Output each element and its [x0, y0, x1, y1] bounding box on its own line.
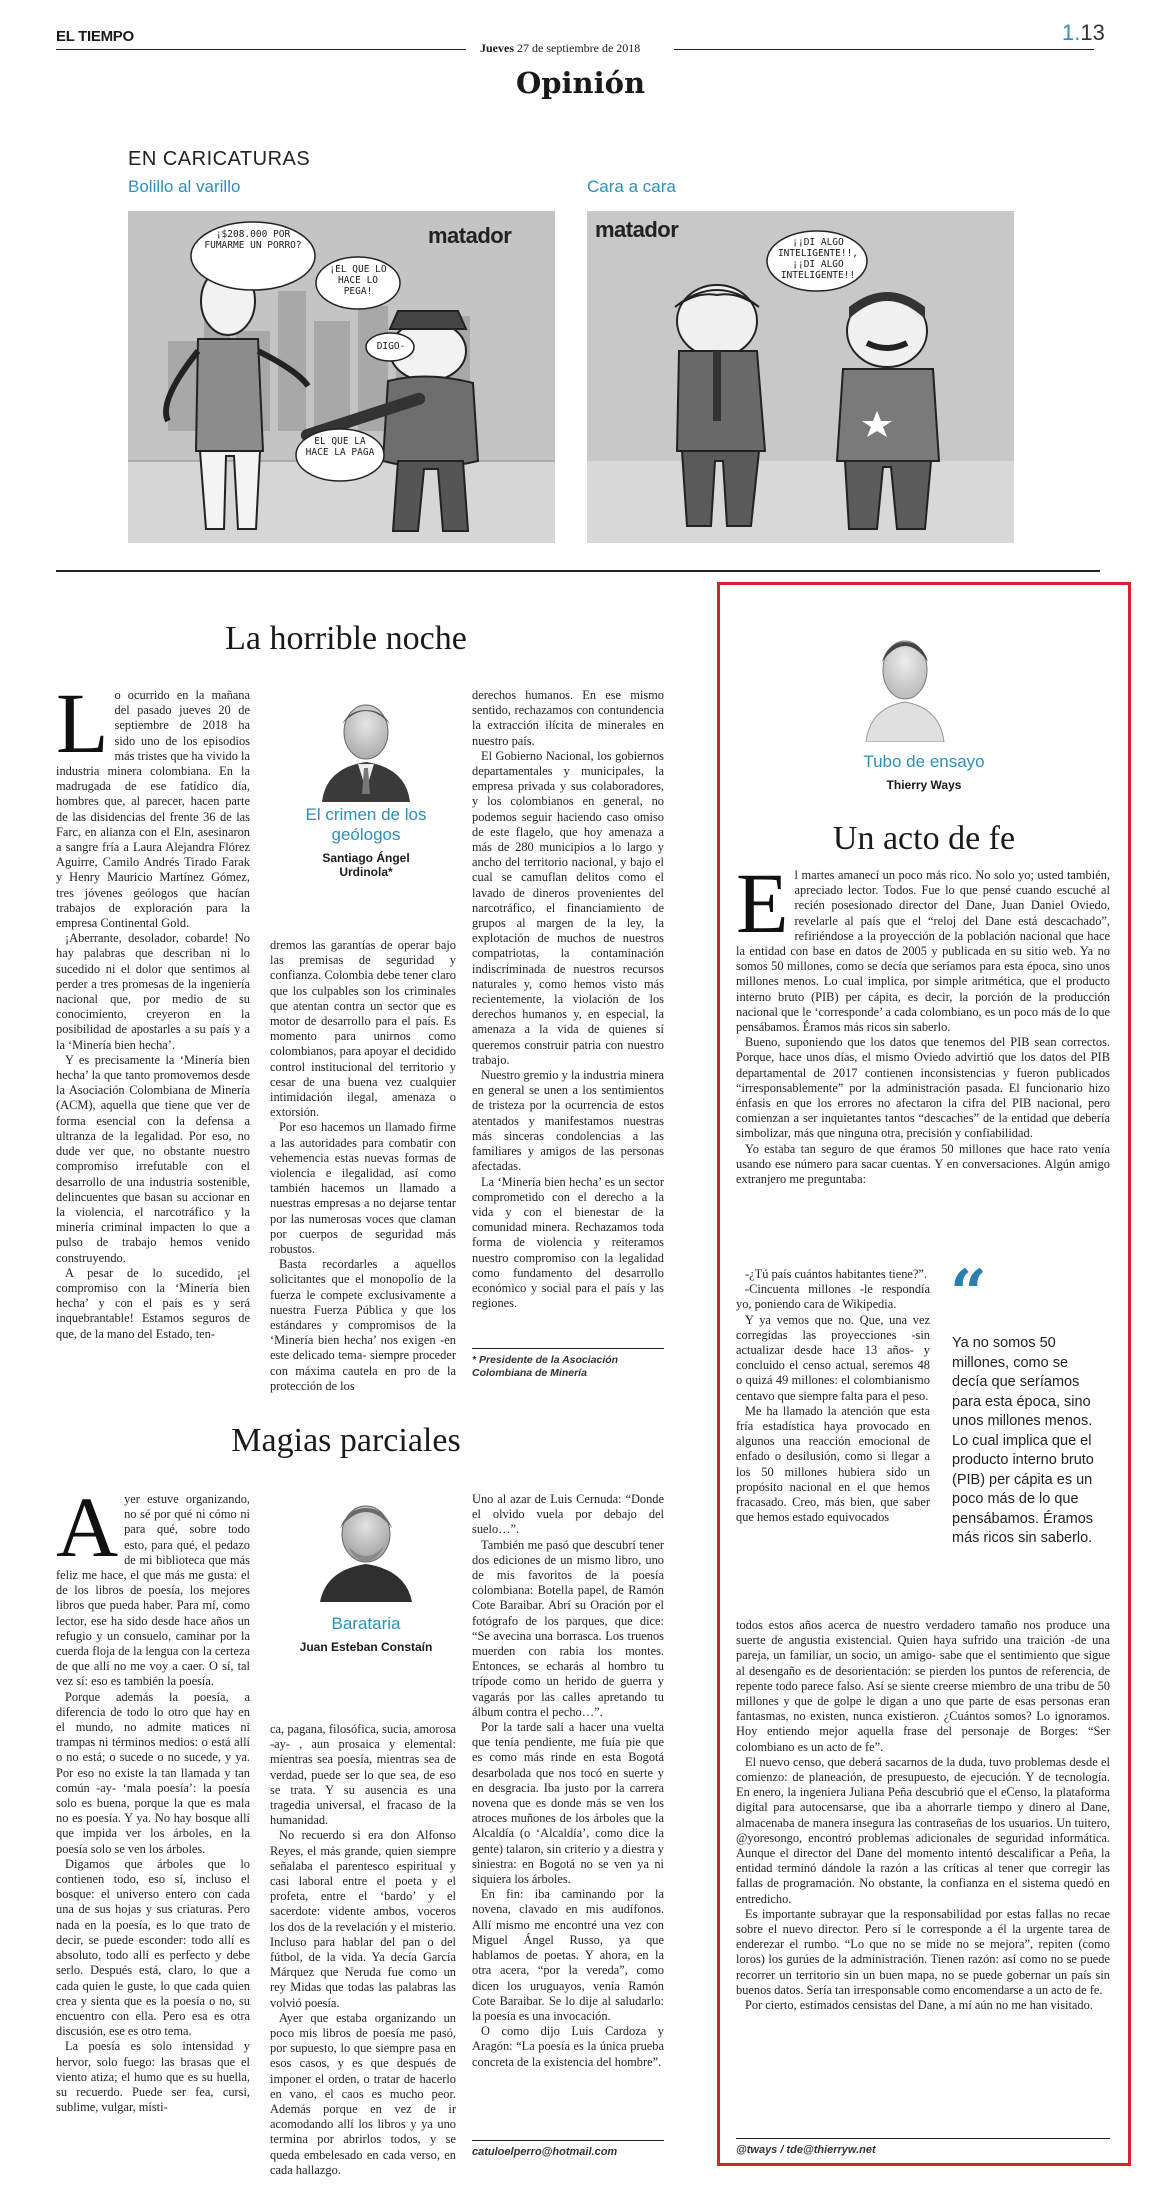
- article3-p9: El nuevo censo, que deberá sacarnos de la duda, tuvo problemas desde el comienzo: de planeación, de presupuesto, de ejecución. Y de tecnología. En enero, la ingeniera Juliana Peña descubrió que el eCenso, la plataforma digital para autocensarse, que iba a ahorrarle tiempo y dinero al Dane, almacenaba de manera insegura las contraseñas de los usuarios. Un tuitero, @yoresongo, encontró problemas adicionales de seguridad informática. Aunque el director del Dane del momento intentó descalificar a Peña, la entidad terminó dándole la razón a las críticas al tener que corregir las fallas de programación. No obstante, la confianza en el sistema quedó en entredicho.: [736, 1754, 1110, 1906]
- article2-p8: Uno al azar de Luis Cernuda: “Donde el olvido vuela por debajo del suelo…”.: [472, 1492, 664, 1537]
- cartoon-right-title: Cara a cara: [587, 177, 676, 196]
- article2-p2: Porque además la poesía, a diferencia de todo lo otro que hay en el mundo, no admite matices ni trampas ni términos medios: o está allí o no está; o sucede o no sucede, y ya. Por eso no existe la tan llamada y tan común -ay- ‘mala poesía’: la poesía solo es buena, porque la que es mala no es poesía. Y ya. No hay bosque allí que impida ver los árboles, en la poesía solo se ven los árboles.: [56, 1689, 250, 1856]
- author-photo-angel: [312, 690, 420, 802]
- article3-title: Un acto de fe: [832, 820, 1016, 857]
- article3-p8: todos estos años acerca de nuestro verdadero tamaño nos produce una suerte de angustia existencial. Quien haya sufrido una traición -de una pareja, un familiar, un socio, un amigo- sabe que el sentimiento que sigue al desengaño es de desorientación: se pierden los puntos de referencia, de repente todo parece falso. Así se siente creerse miembro de una tribu de 50 millones y que de golpe le digan a uno que parte de esas personas eran fantasmas, no existen, nunca existieron. ¿Cuántos somos? Lo ignoramos. Hoy entiendo mejor aquella frase del personaje de Borges: “Ser colombiano es un acto de fe”.: [736, 1618, 1110, 1754]
- page-number-prefix: 1.: [1062, 20, 1081, 45]
- cartoon-left-bubble-2: ¡EL QUE LO HACE LO PEGA!: [329, 264, 387, 297]
- cartoon-right-logo: matador: [595, 217, 679, 242]
- article2-p12: O como dijo Luis Cardoza y Aragón: “La poesía es la única prueba concreta de la existencia del hombre”.: [472, 2024, 664, 2069]
- article3-p6: Y ya vemos que no. Que, una vez corregidas las proyecciones -sin actualizar desde hace 13 años- y concluido el censo actual, seremos 48 o quizá 49 millones: el colombianismo centavo que siempre falta para el peso.: [736, 1312, 930, 1403]
- article1-p3: Y es precisamente la ‘Minería bien hecha’ la que tanto promovemos desde la Asociación Colombiana de Minería (ACM), aquella que tiene que ver de forma esencial con la defensa a ultranza de la legalidad. Por eso, no dude ver que, no obstante nuestro compromiso irrefutable con el desarrollo de una industria sostenible, delincuentes que basan su accionar en la violencia, el narcotráfico y la minería criminal impacten lo que a pulso de trabajo hemos venido construyendo.: [56, 1052, 250, 1265]
- cartoon-left-title: Bolillo al varillo: [128, 177, 241, 196]
- article3-signature: @tways / tde@thierryw.net: [736, 2144, 876, 2156]
- cartoon-left-panel: [128, 211, 555, 543]
- article1-p7: Basta recordarles a aquellos solicitantes que el monopolio de la fuerza le compete exclusivamente a nuestra Fuerza Pública y que los estándares y compromisos de la ‘Minería bien hecha’ nos exigen -en este delicado tema- siempre proceder con máxima cautela en pro de la protección de los: [270, 1257, 456, 1393]
- article3-p5: -Cincuenta millones -le respondía yo, poniendo cara de Wikipedia.: [736, 1282, 930, 1312]
- cartoon-right-panel: [587, 211, 1014, 543]
- article1-title: La horrible noche: [225, 620, 467, 657]
- cartoon-left-bubble-1: ¡$208.000 POR FUMARME UN PORRO?: [204, 229, 302, 251]
- article1-p8: derechos humanos. En ese mismo sentido, rechazamos con contundencia la extracción ilícita de minerales en nuestro país.: [472, 688, 664, 748]
- article2-dropcap: A: [56, 1479, 119, 1575]
- article2-p5: ca, pagana, filosófica, sucia, amorosa -ay- , aun prosaica y elemental: mientras sea poesía, mientras sea de verdad, puede ser lo que sea, de eso se trata. Y su ausencia es una tragedia universal, el fracaso de la humanidad.: [270, 1722, 456, 1828]
- article3-p1: l martes amanecí un poco más rico. No solo yo; usted también, apreciado lector. Todos. Fue lo que pensé cuando escuché al recién posesionado director del Dane, Juan Daniel Oviedo, revelarle al país que el “reloj del Dane está descachado”, refiriéndose a la proyección de la población nacional que hace la entidad con base en datos de 2005 y publicada en su sitio web. Ya no somos 50 millones, como se decía que seríamos para esta época, sino unos millones menos. Lo cual implica, por simple aritmética, que el producto interno bruto (PIB) per cápita, es decir, la porción de la producción nacional que le ‘corresponde’ a cada colombiano, es un poco más de lo que pensábamos. Éramos más ricos sin saberlo.: [736, 868, 1110, 1035]
- page-number-suffix: 13: [1080, 20, 1105, 45]
- article2-p10: Por la tarde salí a hacer una vuelta que tenía pendiente, me fuía pie que es como más rinde en esta Bogotá desarbolada que nos tocó en suerte y en desgracia. Iba justo por la carrera novena que es donde más se ven los atroces muñones de los árboles que la Alcaldía (o ‘Alcaldía’, como dice la gente) talaron, sin criterio y a diestra y siniestra: en Bogotá no se ven ya ni siquiera los árboles.: [472, 1720, 664, 1887]
- pullquote-quote-icon: “: [950, 1256, 987, 1331]
- article3-p3: Yo estaba tan seguro de que éramos 50 millones que hace rato venía usando ese número para sacar cuentas. Y en conversaciones. Algún amigo extranjero me preguntaba:: [736, 1141, 1110, 1187]
- page-number: [1062, 20, 1105, 46]
- masthead-rule-left: [56, 49, 466, 50]
- cartoon-right-bubble-1: ¡¡DI ALGO INTELIGENTE!!, ¡¡DI ALGO INTELIGENTE!!: [777, 237, 859, 281]
- article3-p4: -¿Tú país cuántos habitantes tiene?”.: [745, 1267, 927, 1281]
- article2-p7: Ayer que estaba organizando un poco mis libros de poesía me pasó, por supuesto, lo que siempre pasa en esos casos, y es que después de imponer el orden, o tratar de hacerlo en vano, el caos es mucho peor. Además porque en vez de ir acomodando allí los libros y ya uno termina por abrirlos todos, y se queda embelesado en cada verso, en cada hallazgo.: [270, 2010, 456, 2177]
- article1-column-name: El crimen de los geólogos: [305, 805, 427, 844]
- article2-title: Magias parciales: [231, 1422, 461, 1459]
- article2-signature: catuloelperro@hotmail.com: [472, 2146, 618, 2158]
- article1-p6: Por eso hacemos un llamado firme a las autoridades para combatir con vehemencia estas nuevas formas de violencia e ilegalidad, así como también hacemos un llamado a nuestras empresas a no dejarse tentar por las numerosas voces que claman por cuerpos de seguridad más robustos.: [270, 1120, 456, 1257]
- article3-author: Thierry Ways: [886, 778, 962, 792]
- article2-col2: [270, 1722, 456, 2178]
- article3-column-name: Tubo de ensayo: [863, 752, 985, 771]
- cartoon-left-bubble-4: EL QUE LA HACE LA PAGA: [305, 436, 375, 458]
- article2-p1: yer estuve organizando, no sé por qué ni cómo ni para qué, sobre todo esto, para qué, el pedazo de mi biblioteca que más feliz me hace, el que más me gusta: el de los libros de poesía, los mejores libros que pueda haber. Para mí, como lector, ese ha sido desde hace años un refugio y un consuelo, caminar por la cuerda floja de la lengua con la certeza de que allí no me voy a caer. O sí, tal vez sí: eso es también la poesía.: [56, 1492, 250, 1689]
- article3-p7: Me ha llamado la atención que esta fría estadística haya provocado en algunos una reacción emocional de enfado o desilusión, como si llegar a los 50 millones hubiera sido un propósito nacional en el que hemos fracasado. Creo, más bien, que saber que hemos estado equivocados: [736, 1403, 930, 1525]
- article2-author: Juan Esteban Constaín: [299, 1640, 433, 1654]
- article2-column-name: Barataria: [331, 1614, 401, 1633]
- article2-col1: [56, 1479, 250, 2115]
- article3-p11: Por cierto, estimados censistas del Dane, a mí aún no me han visitado.: [745, 1998, 1093, 2013]
- cartoon-left-logo: matador: [428, 223, 512, 248]
- author-photo-constain: [312, 1490, 420, 1602]
- article1-p5: dremos las garantías de operar bajo las premisas de seguridad y confianza. Colombia debe tener claro que los culpables son los criminales que atentan contra un sector que es motor de desarrollo para el país. Es momento para unirnos como colombianos, para apoyar el decidido control institucional del territorio y cesar de una buena vez cualquier intimidación ilegal, amenaza o extorsión.: [270, 938, 456, 1120]
- article2-p6: No recuerdo si era don Alfonso Reyes, el más grande, quien siempre señalaba el parentesco espiritual y casi laboral entre el poeta y el profeta, entre el ‘bardo’ y el sacerdote: vidente ambos, voceros los dos de la revelación y el misterio. Incluso para hablar del pan o del fútbol, de la vida. Ya decía García Márquez que Neruda fue como un rey Midas que todas las palabras las volvió poesía.: [270, 1828, 456, 2010]
- article2-signature-rule: [472, 2140, 664, 2141]
- article2-p3: Digamos que árboles que lo contienen todo, eso sí, incluso el bosque: el universo entero con cada una de sus hojas y sus criaturas. Pero nada en la poesía, es lo que trato de decir, se puede esconder: todo allí es absoluto, todo allí es perfecto y debe serlo. Después está, claro, lo que a cada quien le guste, lo que cada quien crea y sienta que es la poesía o no, su encuentro con ella. Pero esa es otra discusión, ese es otro tema.: [56, 1856, 250, 2039]
- article1-footnote-rule: [472, 1348, 664, 1349]
- brand-logo: EL TIEMPO: [56, 28, 134, 45]
- article1-author: Santiago Ángel Urdinola*: [322, 851, 410, 879]
- article3-narrow: [736, 1267, 930, 1525]
- author-photo-ways: [860, 624, 950, 742]
- section-divider: [56, 570, 1100, 572]
- date-day: Jueves: [480, 41, 514, 55]
- date-line: [480, 41, 640, 56]
- article3-outro: [736, 1618, 1110, 2013]
- article2-p9: También me pasó que descubrí tener dos ediciones de un mismo libro, uno de mis favoritos de la poesía colombiana: Botella papel, de Ramón Cote Baraibar. Abrí su Oración por el fotógrafo de los parques, que dice: “Se avecina una borrasca. Los truenos muerden con rabia los montes. Entonces, se echarás al hombro tu trípode como un herido de guerra y vagarás por las calles apretando tu álbum contra el pecho…”.: [472, 1537, 664, 1719]
- article2-col3: [472, 1492, 664, 2070]
- article1-p4: A pesar de lo sucedido, ¡el compromiso con la ‘Minería bien hecha’ y con el país es y será inquebrantable! Estamos seguros de que, de la mano del Estado, ten-: [56, 1265, 250, 1341]
- cartoon-left-drawing: [128, 211, 555, 543]
- article1-footnote: * Presidente de la Asociación Colombiana de Minería: [472, 1354, 619, 1379]
- cartoon-left-bubble-3: DIGO-: [376, 341, 406, 352]
- date-rest: 27 de septiembre de 2018: [517, 41, 641, 55]
- article3-intro: [736, 855, 1110, 1187]
- cartoons-heading: EN CARICATURAS: [128, 148, 311, 170]
- article1-p11: La ‘Minería bien hecha’ es un sector comprometido con el derecho a la vida y con el bienestar de la comunidad minera. Rechazamos toda forma de violencia y reiteramos nuestro compromiso con la legalidad como fundamento del desarrollo económico y social para el país y las regiones.: [472, 1174, 664, 1311]
- article3-dropcap: E: [736, 855, 789, 951]
- section-title: Opinión: [515, 66, 646, 100]
- article1-col1: [56, 675, 250, 1342]
- article3-pullquote: Ya no somos 50 millones, como se decía que seríamos para esta época, sino unos millones menos. Lo cual implica que el producto interno bruto (PIB) per cápita es un poco más de lo que pensábamos. Éramos más ricos sin saberlo.: [952, 1335, 1094, 1546]
- article1-p9: El Gobierno Nacional, los gobiernos departamentales y municipales, la empresa privada y sus colaboradores, y los colombianos en general, no podemos seguir haciendo caso omiso de este flagelo, que hoy amenaza a más de 280 municipios a lo largo y ancho del territorio nacional, y bajo el cual se camuflan delitos como el lavado de dineros provenientes del narcotráfico, el financiamiento de grupos al margen de la ley, la explotación de muchos de nuestros compatriotas, la contaminación indiscriminada de nuestros recursos naturales y, como hemos visto más recientemente, la violación de los derechos humanos y, en especial, la amenaza a la vida de quienes sí queremos construir patria con nuestro trabajo.: [472, 748, 664, 1067]
- article1-col3: [472, 688, 664, 1311]
- article3-p10: Es importante subrayar que la responsabilidad por estas fallas no recae sobre el nuevo director. Pero sí le corresponde a él la urgente tarea de enderezar el rumbo. “Lo que no se mide no se mejora”, repiten (como loros) los gurúes de la administración. Tienen razón: así como no se puede recorrer un territorio sin un buen mapa, no se puede gobernar un país sin buenos datos. Sería tan irresponsable como encomendarse a un acto de fe.: [736, 1906, 1110, 1997]
- masthead-rule-right: [674, 49, 1094, 50]
- article1-p10: Nuestro gremio y la industria minera en general se unen a los sentimientos de tristeza por la ocurrencia de estos atentados y manifestamos nuestras más sinceras condolencias a las familiares y amigos de las personas afectadas.: [472, 1068, 664, 1174]
- article3-signature-rule: [736, 2138, 1110, 2139]
- article2-p11: En fin: iba caminando por la novena, clavado en mis audífonos. Allí mismo me encontré una vez con Miguel Ángel Russo, ya que hablamos de poetas. Y ahora, en la otra acera, “por la vereda”, como dicen los uruguayos, venía Ramón Cote Baraibar. Se lo dije al saludarlo: la poesía es una invocación.: [472, 1887, 664, 2023]
- article3-p2: Bueno, suponiendo que los datos que tenemos del PIB sean correctos. Porque, hace unos días, el mismo Oviedo advirtió que los datos del PIB departamental de 2017 contienen inconsistencias y fueron publicados “irresponsablemente” por la administración pasada. El funcionario hizo énfasis en que los errores no afectaron la cifra del PIB nacional, pero comienzan a ser inquietantes tantos “descaches” de la entidad que debería simbolizar, más que ninguna otra, precisión y confiabilidad.: [736, 1035, 1110, 1141]
- article1-p1: o ocurrido en la mañana del pasado jueves 20 de septiembre de 2018 ha sido uno de los episodios más tristes que ha vivido la industria minera colombiana. En la madrugada de ese fatídico día, hombres que, al parecer, hacen parte de las disidencias del frente 36 de las Farc, en alianza con el Eln, asesinaron a sangre fría a Laura Alejandra Flórez Aguirre, Camilo Andrés Tirado Farak y Henry Mauricio Martínez Gómez, tres jóvenes geólogos que hacían trabajos de exploración para la empresa Continental Gold.: [56, 688, 250, 931]
- article1-col2: [270, 938, 456, 1394]
- article2-p4: La poesía es solo intensidad y hervor, solo fuego: las brasas que el viento atiza; el humo que es su huella, su recuerdo. Puede ser fea, cursi, sublime, vulgar, místi-: [56, 2039, 250, 2115]
- article1-dropcap: L: [56, 675, 109, 771]
- article1-p2: ¡Aberrante, desolador, cobarde! No hay palabras que describan ni lo sucedido ni el dolor que sentimos al perder a tres promesas de la ingeniería nacional que, por medio de su conocimiento, creyeron en la posibilidad de apostarles a su país y a la ‘Minería bien hecha’.: [56, 931, 250, 1052]
